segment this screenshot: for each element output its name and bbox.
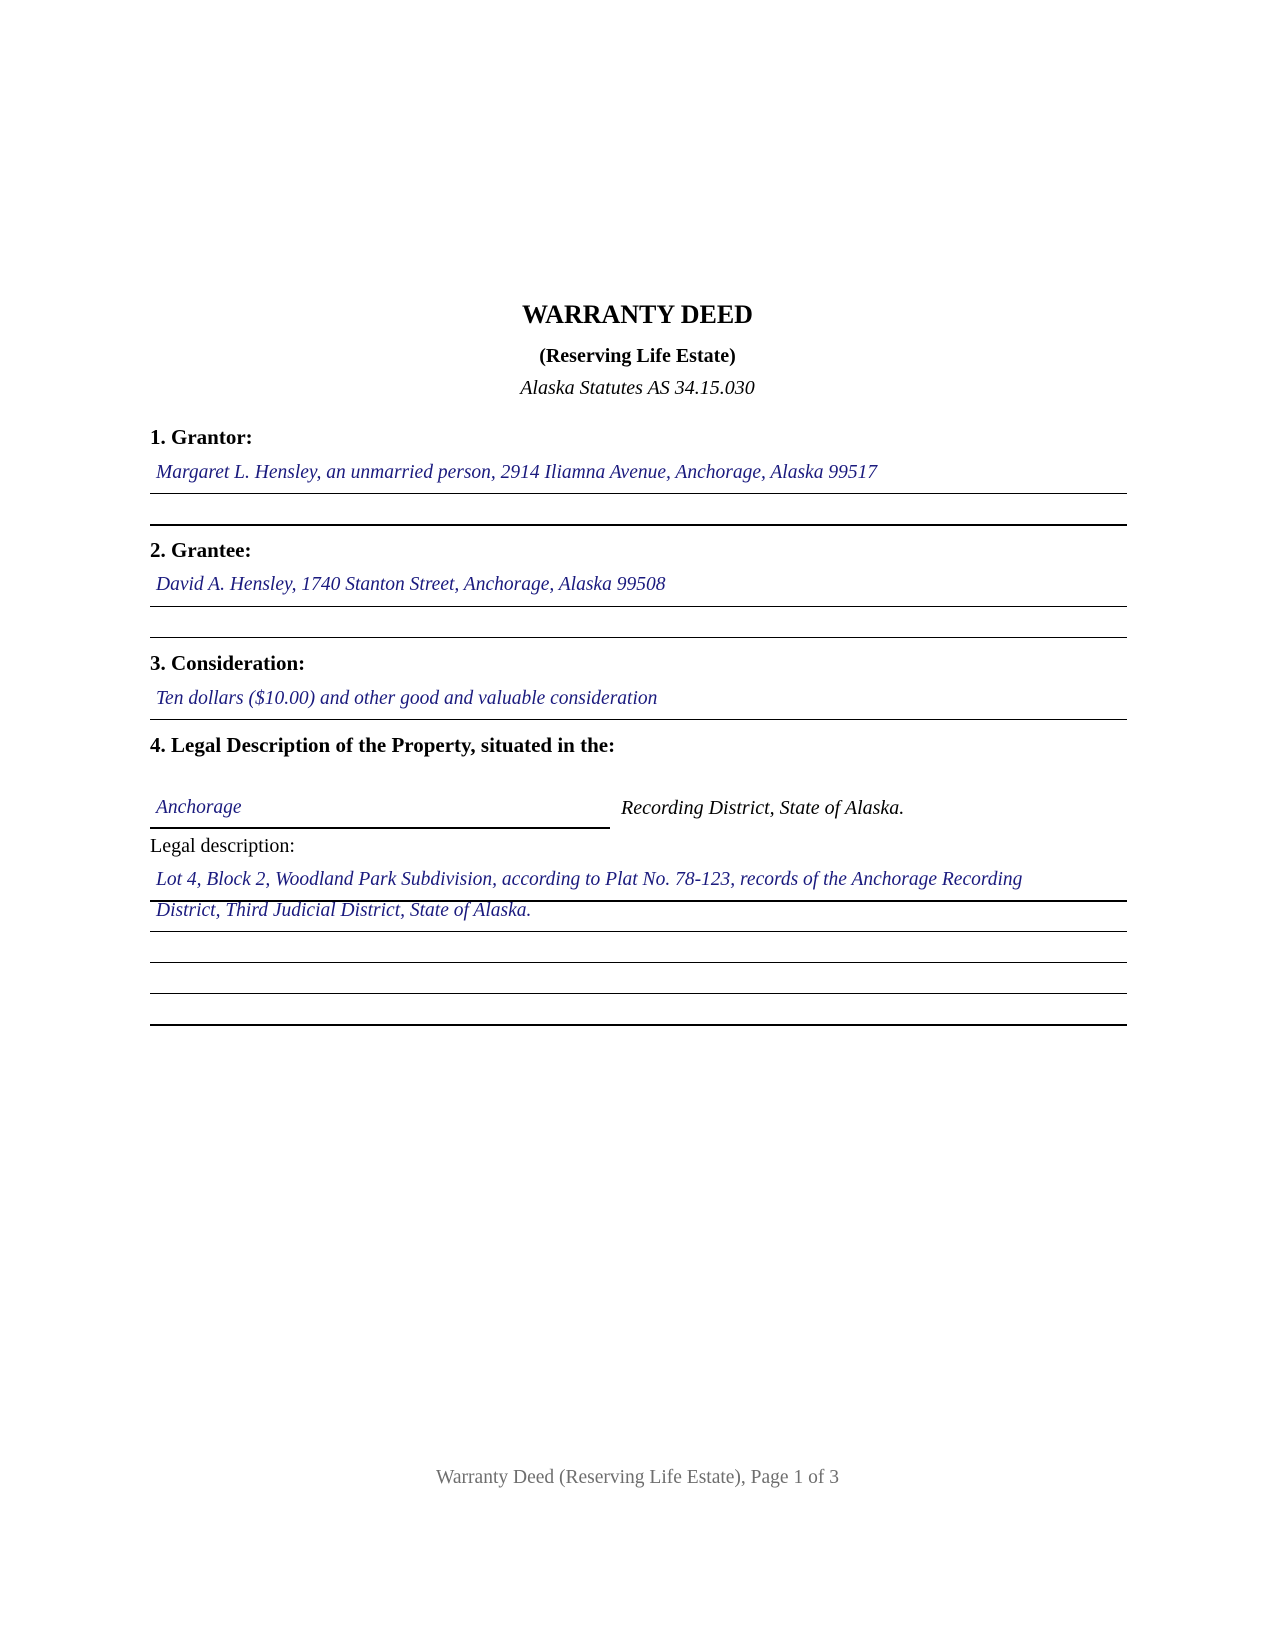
grantee-line-1 <box>150 606 1127 607</box>
recording-district-suffix: Recording District, State of Alaska. <box>621 797 905 819</box>
document-title: WARRANTY DEED <box>522 300 753 329</box>
legal-rule-4 <box>150 993 1127 994</box>
grantor-heading: 1. Grantor: <box>150 425 253 449</box>
statute-reference: Alaska Statutes AS 34.15.030 <box>520 377 755 399</box>
consideration-heading: 3. Consideration: <box>150 651 306 675</box>
recording-district-field[interactable]: Anchorage <box>156 797 242 818</box>
legal-description-line-1[interactable]: Lot 4, Block 2, Woodland Park Subdivision, according to Plat No. 78-123, records of the Anchorage Recording <box>156 869 1023 890</box>
legal-rule-5 <box>150 1024 1127 1026</box>
recording-district-line <box>150 827 610 829</box>
grantor-field[interactable]: Margaret L. Hensley, an unmarried person, 2914 Iliamna Avenue, Anchorage, Alaska 99517 <box>156 462 878 483</box>
page-footer: Warranty Deed (Reserving Life Estate), Page 1 of 3 <box>436 1467 839 1488</box>
document-subtitle: (Reserving Life Estate) <box>539 345 736 367</box>
consideration-line <box>150 719 1127 720</box>
grantee-field[interactable]: David A. Hensley, 1740 Stanton Street, Anchorage, Alaska 99508 <box>156 574 666 595</box>
grantor-line-1 <box>150 493 1127 494</box>
legal-heading: 4. Legal Description of the Property, situated in the: <box>150 733 616 757</box>
grantor-line-2 <box>150 524 1127 526</box>
legal-rule-2 <box>150 931 1127 932</box>
grantee-line-2 <box>150 637 1127 638</box>
legal-description-label: Legal description: <box>150 835 295 857</box>
consideration-field[interactable]: Ten dollars ($10.00) and other good and valuable consideration <box>156 688 658 709</box>
legal-rule-3 <box>150 962 1127 963</box>
legal-description-line-2[interactable]: District, Third Judicial District, State of Alaska. <box>156 900 532 921</box>
grantee-heading: 2. Grantee: <box>150 538 252 562</box>
